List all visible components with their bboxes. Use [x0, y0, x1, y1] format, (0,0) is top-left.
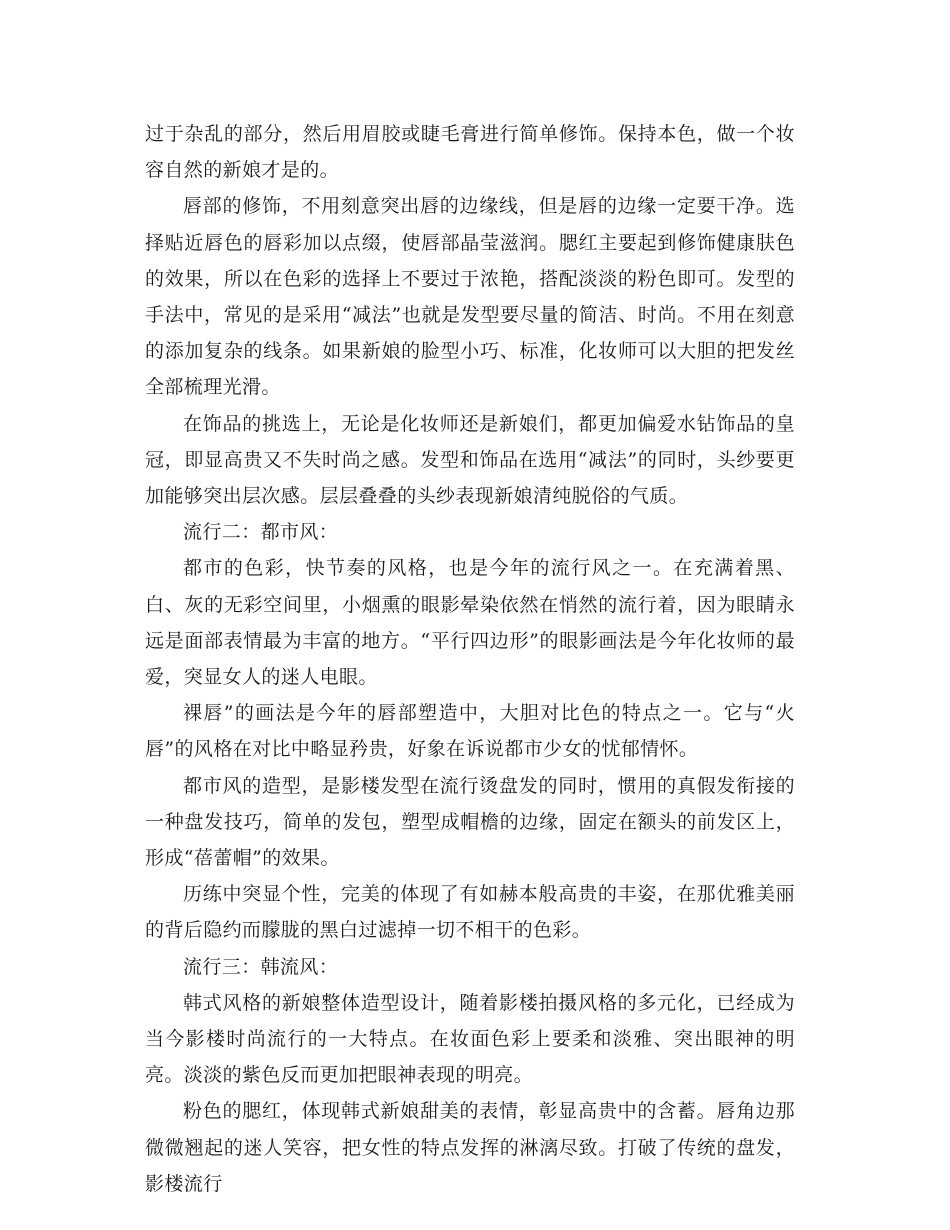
- paragraph: 都市风的造型，是影楼发型在流行烫盘发的同时，惯用的真假发衔接的一种盘发技巧，简单的发包，塑型成帽檐的边缘，固定在额头的前发区上，形成“蓓蕾帽”的效果。: [145, 774, 795, 870]
- paragraph: 都市的色彩，快节奏的风格，也是今年的流行风之一。在充满着黑、白、灰的无彩空间里，小烟熏的眼影晕染依然在悄然的流行着，因为眼睛永远是面部表情最为丰富的地方。“平行四边形”的眼影画法是今年化妆师的最爱，突显女人的迷人电眼。: [145, 557, 795, 689]
- document-body: [145, 116, 795, 1202]
- paragraph: 粉色的腮红，体现韩式新娘甜美的表情，彰显高贵中的含蓄。唇角边那微微翘起的迷人笑容，把女性的特点发挥的淋漓尽致。打破了传统的盘发，影楼流行: [145, 1100, 795, 1195]
- paragraph: 历练中突显个性，完美的体现了有如赫本般高贵的丰姿，在那优雅美丽的背后隐约而朦胧的黑白过滤掉一切不相干的色彩。: [145, 883, 795, 942]
- paragraph: 裸唇”的画法是今年的唇部塑造中，大胆对比色的特点之一。它与“火唇”的风格在对比中略显矜贵，好象在诉说都市少女的忧郁情怀。: [145, 702, 795, 761]
- section-heading: 流行三：韩流风：: [183, 955, 339, 978]
- section-heading: 流行二：都市风：: [183, 521, 339, 544]
- paragraph: 唇部的修饰，不用刻意突出唇的边缘线，但是唇的边缘一定要干净。选择贴近唇色的唇彩加以点缀，使唇部晶莹滋润。腮红主要起到修饰健康肤色的效果，所以在色彩的选择上不要过于浓艳，搭配淡淡的粉色即可。发型的手法中，常见的是采用“减法”也就是发型要尽量的简洁、时尚。不用在刻意的添加复杂的线条。如果新娘的脸型小巧、标准，化妆师可以大胆的把发丝全部梳理光滑。: [145, 195, 795, 399]
- paragraph: 在饰品的挑选上，无论是化妆师还是新娘们，都更加偏爱水钻饰品的皇冠，即显高贵又不失时尚之感。发型和饰品在选用“减法”的同时，头纱要更加能够突出层次感。层层叠叠的头纱表现新娘清纯脱俗的气质。: [145, 412, 795, 508]
- paragraph: 过于杂乱的部分，然后用眉胶或睫毛膏进行简单修饰。保持本色，做一个妆容自然的新娘才是的。: [145, 123, 795, 182]
- paragraph: 韩式风格的新娘整体造型设计，随着影楼拍摄风格的多元化，已经成为当今影楼时尚流行的一大特点。在妆面色彩上要柔和淡雅、突出眼神的明亮。淡淡的紫色反而更加把眼神表现的明亮。: [145, 991, 795, 1087]
